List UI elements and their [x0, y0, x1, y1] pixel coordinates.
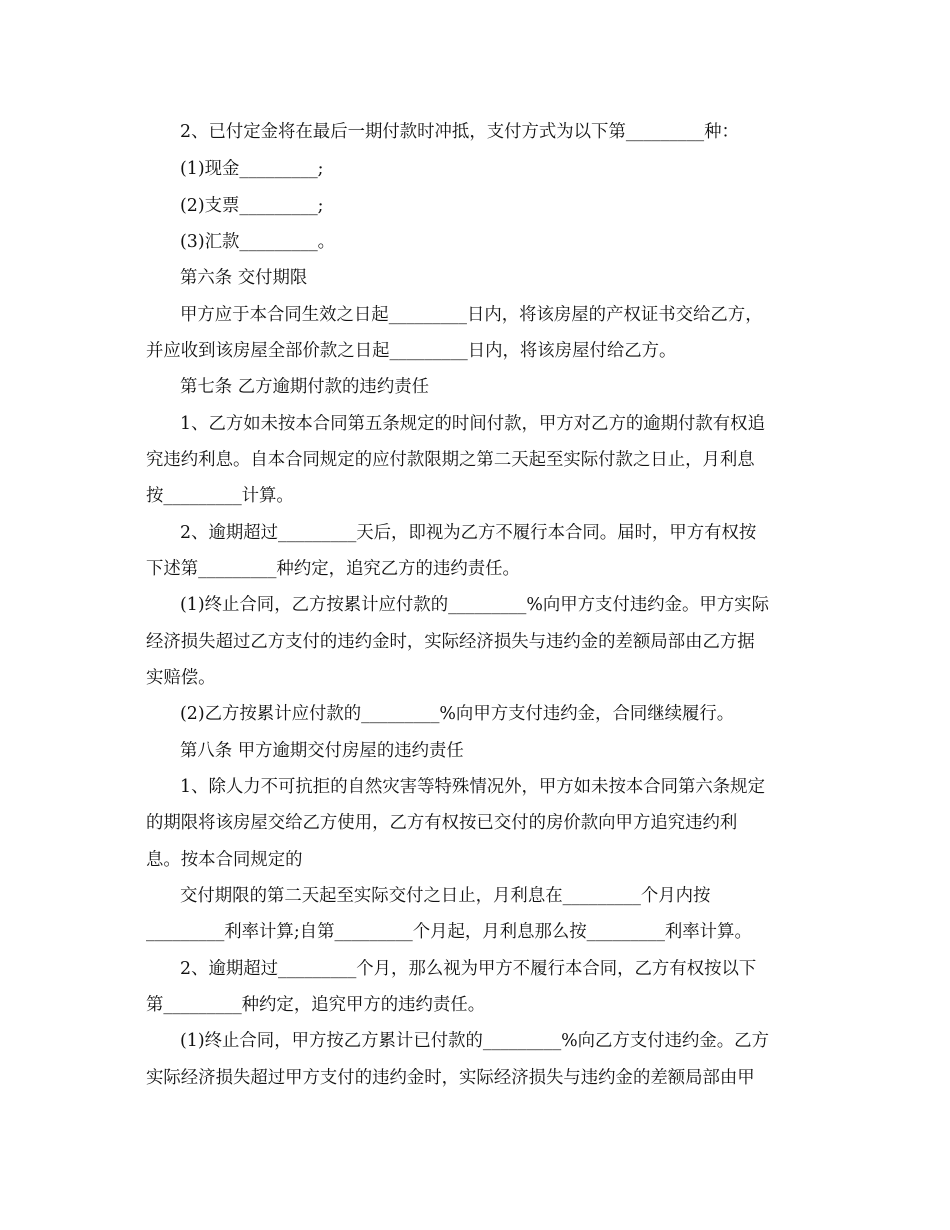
article-7-item-1-cont: 究违约利息。自本合同规定的应付款限期之第二天起至实际付款之日止，月利息 — [146, 450, 755, 470]
clause-5-item-2: 2、已付定金将在最后一期付款时冲抵，支付方式为以下第_________种： — [180, 122, 739, 142]
payment-option-remittance: (3)汇款_________。 — [180, 232, 336, 252]
article-8-option-1: (1)终止合同，甲方按乙方累计已付款的_________%向乙方支付违约金。乙方 — [180, 1031, 769, 1051]
article-8-heading: 第八条 甲方逾期交付房屋的违约责任 — [180, 741, 464, 761]
article-8-option-1-cont: 实际经济损失超过甲方支付的违约金时，实际经济损失与违约金的差额局部由甲 — [146, 1068, 755, 1088]
article-7-item-1-cont: 按_________计算。 — [146, 486, 294, 506]
article-6-heading: 第六条 交付期限 — [180, 268, 308, 288]
article-8-item-1: 1、除人力不可抗拒的自然灾害等特殊情况外，甲方如未按本合同第六条规定 — [180, 777, 765, 797]
payment-option-check: (2)支票_________; — [180, 196, 324, 216]
article-6-paragraph-cont: 并应收到该房屋全部价款之日起_________日内，将该房屋付给乙方。 — [146, 341, 677, 361]
article-7-heading: 第七条 乙方逾期付款的违约责任 — [180, 377, 429, 397]
article-8-item-1-cont: 的期限将该房屋交给乙方使用，乙方有权按已交付的房价款向甲方追究违约利 — [146, 813, 738, 833]
article-7-item-2: 2、逾期超过_________天后，即视为乙方不履行本合同。届时，甲方有权按 — [180, 523, 757, 543]
article-7-option-1-cont: 经济损失超过乙方支付的违约金时，实际经济损失与违约金的差额局部由乙方据 — [146, 632, 755, 652]
article-7-option-1-cont: 实赔偿。 — [146, 668, 216, 688]
article-6-paragraph: 甲方应于本合同生效之日起_________日内，将该房屋的产权证书交给乙方， — [180, 305, 763, 325]
article-7-option-1: (1)终止合同，乙方按累计应付款的_________%向甲方支付违约金。甲方实际 — [180, 595, 769, 615]
article-7-item-1: 1、乙方如未按本合同第五条规定的时间付款，甲方对乙方的逾期付款有权追 — [180, 414, 765, 434]
payment-option-cash: (1)现金_________; — [180, 159, 324, 179]
article-8-item-2-cont: 第_________种约定，追究甲方的违约责任。 — [146, 995, 486, 1015]
article-8-item-1-detail-cont: _________利率计算;自第_________个月起，月利息那么按_________利率计算。 — [146, 922, 752, 942]
article-8-item-1-detail: 交付期限的第二天起至实际交付之日止，月利息在_________个月内按 — [180, 886, 711, 906]
article-8-item-1-cont: 息。按本合同规定的 — [146, 850, 303, 870]
article-7-option-2: (2)乙方按累计应付款的_________%向甲方支付违约金，合同继续履行。 — [180, 704, 735, 724]
article-7-item-2-cont: 下述第_________种约定，追究乙方的违约责任。 — [146, 559, 520, 579]
article-8-item-2: 2、逾期超过_________个月，那么视为甲方不履行本合同，乙方有权按以下 — [180, 959, 757, 979]
